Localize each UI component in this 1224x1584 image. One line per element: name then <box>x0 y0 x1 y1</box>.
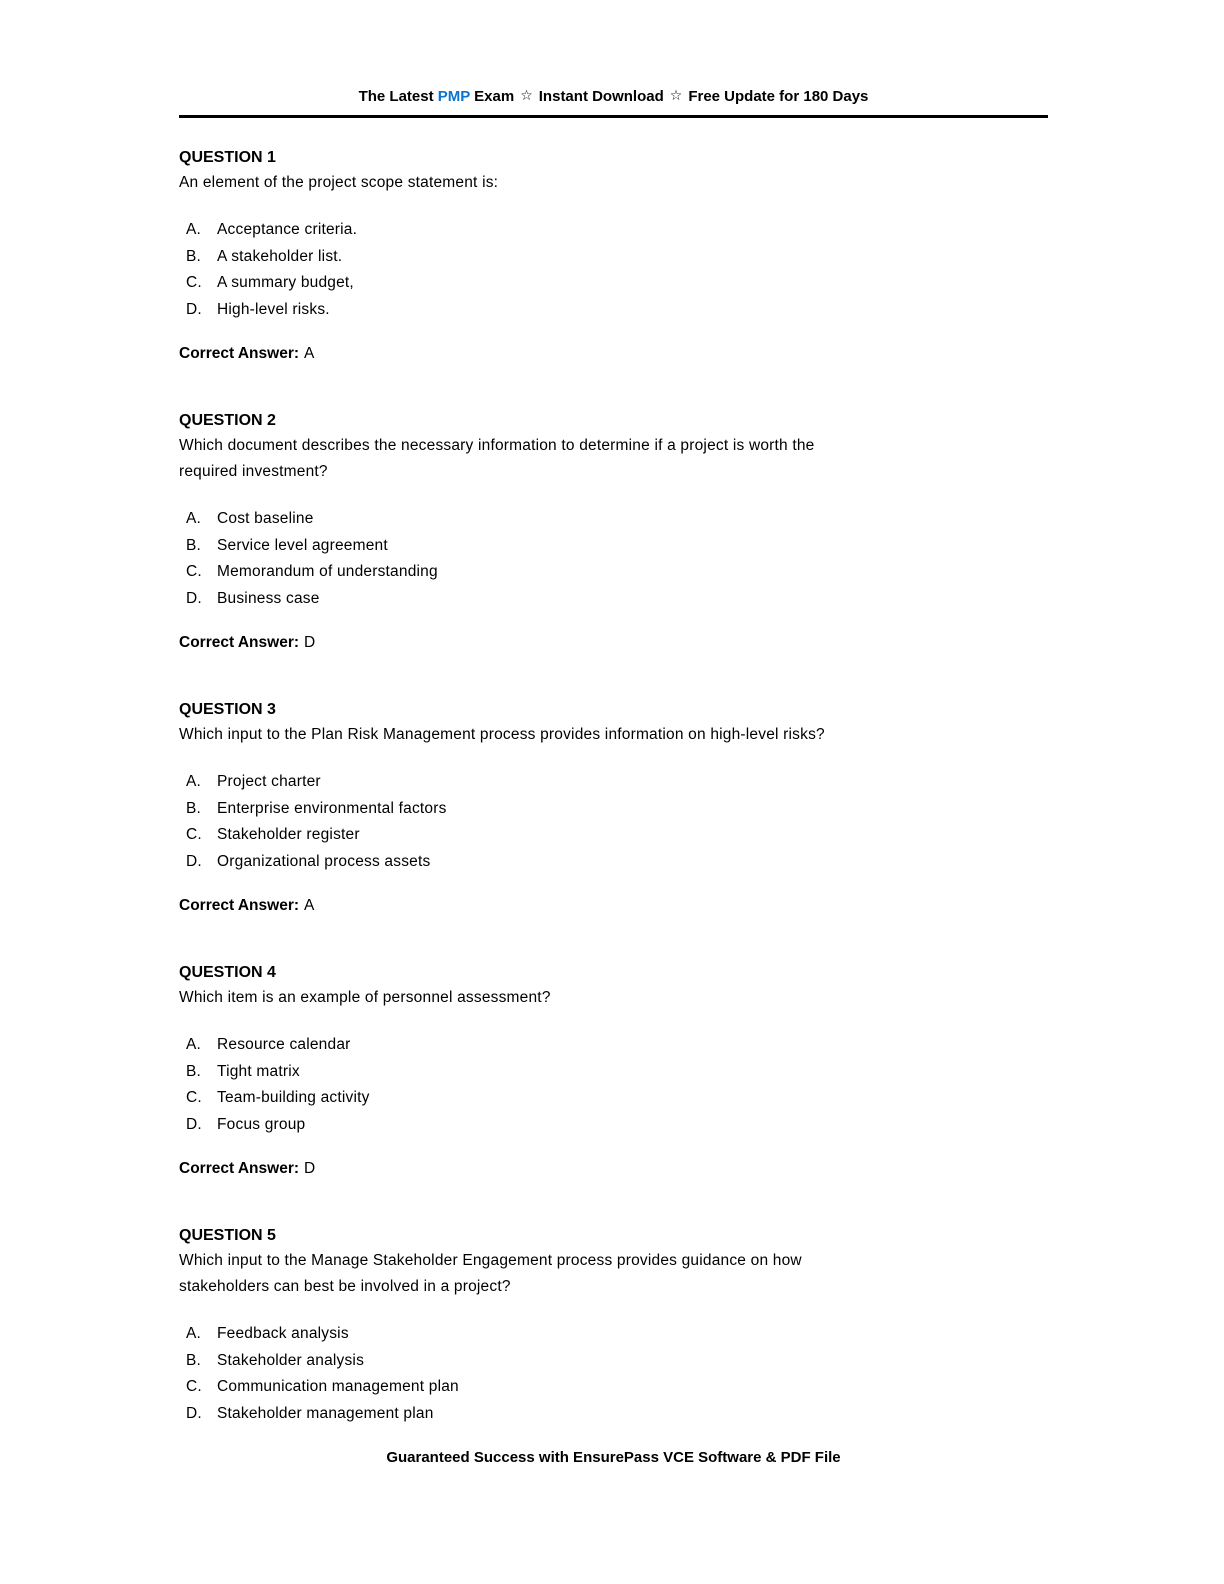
option-text: A stakeholder list. <box>217 247 343 265</box>
option-letter: D. <box>186 1115 202 1133</box>
option-row <box>179 559 1048 586</box>
answer-line <box>179 341 1048 367</box>
answer-value: A <box>304 345 315 362</box>
option-row <box>179 849 1048 876</box>
option-text: Service level agreement <box>217 536 388 554</box>
option-text: Project charter <box>217 773 321 790</box>
header-divider-line <box>179 115 1048 118</box>
option-row <box>179 1032 1048 1059</box>
option-row <box>179 796 1048 823</box>
answer-label: Correct Answer: <box>179 345 300 362</box>
option-row <box>179 1059 1048 1086</box>
option-text: Stakeholder management plan <box>217 1404 434 1422</box>
option-row <box>179 506 1048 533</box>
header-pmp-highlight: PMP <box>437 88 470 105</box>
question-text <box>179 985 1048 1011</box>
option-row <box>179 1401 1048 1428</box>
answer-label: Correct Answer: <box>179 1160 300 1177</box>
question-text <box>179 1248 1048 1300</box>
option-text: Acceptance criteria. <box>217 221 358 238</box>
option-text: Tight matrix <box>217 1062 300 1080</box>
question-title: QUESTION 1 <box>179 149 276 166</box>
question-block <box>179 1224 1048 1427</box>
option-letter: A. <box>186 773 202 790</box>
option-row <box>179 1374 1048 1401</box>
question-text-line: Which input to the Manage Stakeholder Engagement process provides guidance on how <box>179 1252 802 1269</box>
question-text-line: Which document describes the necessary information to determine if a project is worth the <box>179 437 815 454</box>
option-text: Stakeholder analysis <box>217 1351 365 1369</box>
options-list <box>179 217 1048 323</box>
option-text: Memorandum of understanding <box>217 563 438 580</box>
question-block <box>179 698 1048 919</box>
option-row <box>179 586 1048 613</box>
question-text-line: required investment? <box>179 463 328 480</box>
question-block <box>179 146 1048 367</box>
answer-value: D <box>304 634 316 651</box>
option-letter: A. <box>186 1325 202 1342</box>
option-text: Organizational process assets <box>217 852 431 870</box>
header-text-suffix: Free Update for 180 Days <box>688 88 869 105</box>
option-letter: B. <box>186 1351 202 1369</box>
option-row <box>179 1348 1048 1375</box>
option-letter: A. <box>186 510 202 527</box>
option-text: A summary budget, <box>217 274 354 291</box>
option-letter: C. <box>186 563 202 580</box>
option-letter: A. <box>186 221 202 238</box>
option-letter: D. <box>186 852 202 870</box>
option-letter: C. <box>186 274 202 291</box>
header-text-prefix: The Latest <box>358 88 438 105</box>
option-text: Enterprise environmental factors <box>217 799 447 817</box>
question-block <box>179 961 1048 1182</box>
star-icon: ☆ <box>669 87 683 103</box>
option-row <box>179 1112 1048 1139</box>
options-list <box>179 769 1048 875</box>
option-row <box>179 217 1048 244</box>
header-text-exam: Exam <box>470 88 515 105</box>
question-text <box>179 433 1048 485</box>
option-text: Stakeholder register <box>217 826 360 843</box>
option-text: Resource calendar <box>217 1036 351 1053</box>
option-text: Focus group <box>217 1115 306 1133</box>
page-content <box>179 0 1048 1469</box>
options-list <box>179 1321 1048 1427</box>
option-letter: D. <box>186 300 202 318</box>
page-header <box>179 0 1048 107</box>
header-text-middle: Instant Download <box>538 88 664 105</box>
option-row <box>179 270 1048 297</box>
option-letter: B. <box>186 247 202 265</box>
question-text <box>179 170 1048 196</box>
options-list <box>179 1032 1048 1138</box>
option-row <box>179 822 1048 849</box>
option-text: Feedback analysis <box>217 1325 349 1342</box>
question-text <box>179 722 1048 748</box>
option-letter: B. <box>186 1062 202 1080</box>
question-title: QUESTION 4 <box>179 964 276 981</box>
question-title: QUESTION 3 <box>179 701 276 718</box>
answer-line <box>179 1156 1048 1182</box>
option-row <box>179 297 1048 324</box>
question-text-line: Which item is an example of personnel assessment? <box>179 989 551 1006</box>
option-letter: B. <box>186 536 202 554</box>
option-letter: C. <box>186 1378 202 1395</box>
answer-value: D <box>304 1160 316 1177</box>
question-block <box>179 409 1048 656</box>
option-text: Team-building activity <box>217 1089 370 1106</box>
option-row <box>179 1321 1048 1348</box>
option-text: Cost baseline <box>217 510 314 527</box>
option-letter: C. <box>186 826 202 843</box>
answer-line <box>179 630 1048 656</box>
option-row <box>179 769 1048 796</box>
option-row <box>179 533 1048 560</box>
star-icon: ☆ <box>520 87 533 103</box>
option-letter: D. <box>186 589 202 607</box>
option-text: Business case <box>217 589 320 607</box>
option-letter: B. <box>186 799 202 817</box>
answer-label: Correct Answer: <box>179 897 300 914</box>
answer-line <box>179 893 1048 919</box>
option-letter: C. <box>186 1089 202 1106</box>
question-title: QUESTION 2 <box>179 412 276 429</box>
answer-value: A <box>304 897 315 914</box>
question-text-line: An element of the project scope statement is: <box>179 174 499 191</box>
option-row <box>179 1085 1048 1112</box>
options-list <box>179 506 1048 612</box>
question-text-line: stakeholders can best be involved in a project? <box>179 1278 511 1295</box>
page-footer: Guaranteed Success with EnsurePass VCE Software & PDF File <box>386 1449 841 1466</box>
option-text: High-level risks. <box>217 300 330 318</box>
option-row <box>179 244 1048 271</box>
question-text-line: Which input to the Plan Risk Management process provides information on high-level risks? <box>179 726 825 743</box>
question-title: QUESTION 5 <box>179 1227 276 1244</box>
option-letter: D. <box>186 1404 202 1422</box>
option-letter: A. <box>186 1036 202 1053</box>
answer-label: Correct Answer: <box>179 634 300 651</box>
option-text: Communication management plan <box>217 1378 459 1395</box>
questions-list <box>179 146 1048 1427</box>
